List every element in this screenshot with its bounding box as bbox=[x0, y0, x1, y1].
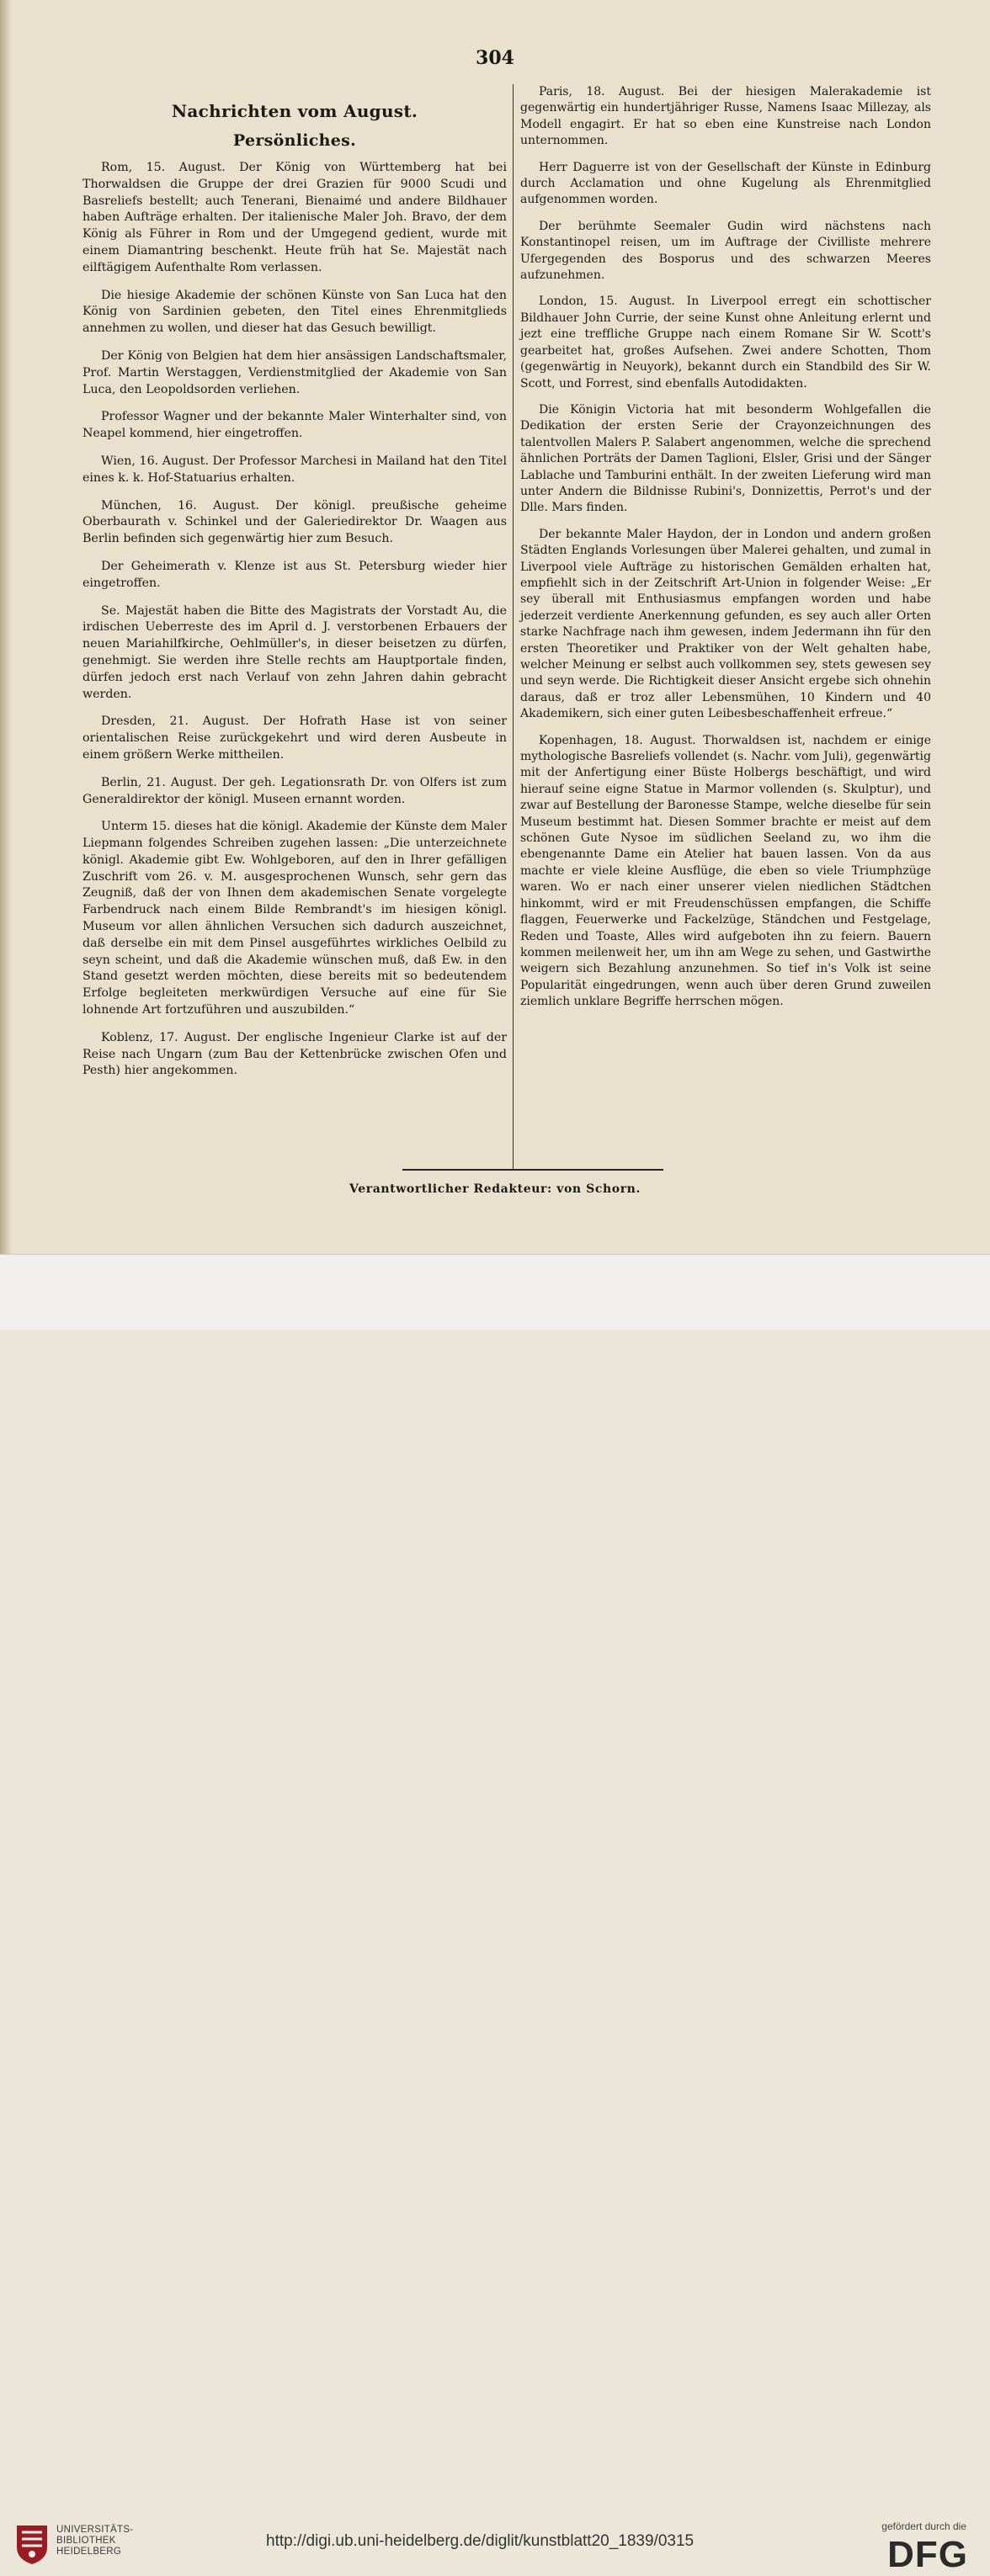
library-line: UNIVERSITÄTS- bbox=[56, 2525, 134, 2535]
right-paragraph: Kopenhagen, 18. August. Thorwaldsen ist, nachdem er einige mythologische Basreliefs vollendet (s. Nachr. vom Juli), gegenwärtig mit der Anfertigung einer Büste Holbergs beschäftigt, und wird hierauf seine eigne Statue in Marmor vollenden (s. Skulptur), und zwar auf Bestellung der Baronesse Stampe, welche dieselbe für sein Museum bestimmt hat. Diesen Sommer brachte er meist auf dem schönen Gute Nysoe im südlichen Seeland zu, wo ihm die ebengenannte Dame ein Atelier hat bauen lassen. Von da aus machte er viele kleine Ausflüge, die eben so viele Triumphzüge waren. Wo er nach einer unserer vielen niedlichen Städtchen hinkommt, wird er mit Freudenschüssen empfangen, die Schiffe flaggen, Feuerwerke und Fackelzüge, Ständchen und Festgelage, Reden und Toaste, Alles wird aufgeboten ihn zu feiern. Bauern kommen meilenweit her, um ihn am Wege zu sehen, und Gastwirthe weigern sich Bezahlung anzunehmen. So tief in's Volk ist seine Popularität eingedrungen, wenn auch über deren Grund zuweilen ziemlich unklare Begriffe herrschen mögen. bbox=[520, 733, 931, 1009]
editor-footer: Verantwortlicher Redakteur: von Schorn. bbox=[349, 1182, 641, 1196]
digitization-bar bbox=[0, 1254, 990, 2575]
left-paragraph: Berlin, 21. August. Der geh. Legationsrath Dr. von Olfers ist zum Generaldirektor der königl. Museen ernannt worden. bbox=[82, 775, 507, 806]
footer-rule bbox=[402, 1169, 663, 1171]
left-paragraph: Koblenz, 17. August. Der englische Ingenieur Clarke ist auf der Reise nach Ungarn (zum Bau der Kettenbrücke zwischen Ofen und Pesth) hier angekommen. bbox=[82, 1030, 507, 1078]
left-paragraph: Die hiesige Akademie der schönen Künste von San Luca hat den König von Sardinien gebeten, den Titel eines Ehrenmitglieds annehmen zu wollen, und dieser hat das Gesuch bewilligt. bbox=[82, 288, 507, 336]
left-paragraph: Unterm 15. dieses hat die königl. Akademie der Künste dem Maler Liepmann folgendes Schreiben zugehen lassen: „Die unterzeichnete königl. Akademie gibt Ew. Wohlgeboren, auf den in Ihrer gefälligen Zuschrift vom 26. v. M. ausgesprochenen Wunsch, sehr gern das Zeugniß, daß der von Ihnen dem akademischen Senate vorgelegte Farbendruck nach einem Bilde Rembrandt's im hiesigen königl. Museum vor allen ähnlichen Versuchen sich dadurch auszeichnet, daß derselbe ein mit dem Pinsel ausgeführtes wirkliches Oelbild zu seyn scheint, und daß die Akademie wünschen muß, daß Ew. in den Stand gesetzt werden möchten, diese bereits mit so bedeutendem Erfolge begleiteten merkwürdigen Versuche auf eine für Sie lohnende Art fortzuführen und auszubilden.“ bbox=[82, 820, 507, 1017]
left-paragraph: Der Geheimerath v. Klenze ist aus St. Petersburg wieder hier eingetroffen. bbox=[82, 559, 507, 590]
right-column bbox=[520, 84, 931, 1021]
left-paragraph: Rom, 15. August. Der König von Württemberg hat bei Thorwaldsen die Gruppe der drei Grazien für 9000 Scudi und Basreliefs bestellt; auch Tenerani, Bienaimé und andere Bildhauer haben Aufträge erhalten. Der italienische Maler Joh. Bravo, der dem König als Führer in Rom und der Umgegend gedient, wurde mit einem Diamantring beschenkt. Heute früh hat Se. Majestät nach eilftägigem Aufenthalte Rom verlassen. bbox=[82, 161, 507, 274]
left-paragraph: Professor Wagner und der bekannte Maler Winterhalter sind, von Neapel kommend, hier eingetroffen. bbox=[82, 410, 507, 441]
library-name bbox=[56, 2525, 133, 2557]
library-line: BIBLIOTHEK bbox=[56, 2536, 116, 2546]
dfg-logo: DFG bbox=[887, 2534, 968, 2575]
right-paragraph: Herr Daguerre ist von der Gesellschaft der Künste in Edinburg durch Acclamation und ohne Kugelung als Ehrenmitglied aufgenommen worden. bbox=[520, 160, 931, 207]
section-heading: Nachrichten vom August. bbox=[171, 101, 418, 121]
section-subheading: Persönliches. bbox=[232, 131, 357, 150]
right-paragraph: Die Königin Victoria hat mit besonderm Wohlgefallen die Dedikation der ersten Serie der Crayonzeichnungen des talentvollen Malers P. Salabert angenommen, welche die sprechend ähnlichen Porträts der Damen Taglioni, Elsler, Grisi und der Sänger Lablache und Tamburini enthält. In der zweiten Lieferung wird man unter Andern die Bildnisse Rubini's, Donnizettis, Perrot's und der Dlle. Mars finden. bbox=[520, 402, 931, 515]
left-paragraph: Der König von Belgien hat dem hier ansässigen Landschaftsmaler, Prof. Martin Werstaggen, Verdienstmitglied der Akademie von San Luca, den Leopoldsorden verliehen. bbox=[82, 348, 507, 396]
scanned-page bbox=[0, 0, 990, 1254]
left-paragraph: München, 16. August. Der königl. preußische geheime Oberbaurath v. Schinkel und der Galeriedirektor Dr. Waagen aus Berlin befinden sich gegenwärtig hier zum Besuch. bbox=[82, 498, 507, 546]
right-paragraph: Der bekannte Maler Haydon, der in London und andern großen Städten Englands Vorlesungen über Malerei gehalten, und zumal in Liverpool viele Aufträge zu historischen Gemälden erhalten hat, empfiehlt sich in der Zeitschrift Art-Union in folgender Weise: „Er sey überall mit Enthusiasmus empfangen worden und habe jederzeit verdiente Anerkennung gefunden, es sey auch aller Orten starke Nachfrage nach ihm gewesen, indem Jedermann ihn für den ersten Theoretiker und Praktiker von der Welt gehalten habe, welcher Meinung er selbst auch vollkommen sey, stets gewesen sey und seyn werde. Die Richtigkeit dieser Ansicht ergebe sich ohnehin daraus, daß er troz aller Lebensmühen, 10 Kindern und 40 Akademikern, sich einer guten Leibesbeschaffenheit erfreue.“ bbox=[520, 527, 931, 721]
library-line: HEIDELBERG bbox=[56, 2547, 122, 2557]
right-paragraph: Der berühmte Seemaler Gudin wird nächstens nach Konstantinopel reisen, um im Auftrage der Civilliste mehrere Ufergegenden des Bosporus und des schwarzen Meeres aufzunehmen. bbox=[520, 219, 931, 283]
sponsor-text: gefördert durch die bbox=[881, 2520, 966, 2532]
column-divider bbox=[513, 84, 514, 1170]
left-paragraph: Dresden, 21. August. Der Hofrath Hase ist von seiner orientalischen Reise zurückgekehrt und wird deren Ausbeute in einem größern Werke mittheilen. bbox=[82, 714, 507, 762]
left-paragraph: Se. Majestät haben die Bitte des Magistrats der Vorstadt Au, die irdischen Ueberreste des im April d. J. verstorbenen Erbauers der neuen Mariahilfkirche, Oehlmüller's, in dieser beisetzen zu dürfen, genehmigt. Sie werden ihre Stelle rechts am Hauptportale finden, dürfen jedoch erst nach Verlauf von zehn Jahren dahin gebracht werden. bbox=[82, 603, 507, 701]
page-number: 304 bbox=[476, 47, 514, 69]
university-seal-icon bbox=[13, 2522, 51, 2566]
right-paragraph: Paris, 18. August. Bei der hiesigen Malerakademie ist gegenwärtig ein hundertjähriger Russe, Namens Isaac Millezay, als Modell engagirt. Er hat so eben eine Kunstreise nach London unternommen. bbox=[520, 85, 931, 148]
source-url-link[interactable]: http://digi.ub.uni-heidelberg.de/diglit/kunstblatt20_1839/0315 bbox=[266, 2532, 695, 2550]
left-column bbox=[82, 84, 507, 1091]
right-paragraph: London, 15. August. In Liverpool erregt ein schottischer Bildhauer John Currie, der seine Kunst ohne Anleitung erlernt und jezt eine treffliche Gruppe nach einem Romane Sir W. Scott's gearbeitet hat, großes Aufsehen. Zwei andere Schotten, Thom (gegenwärtig in Neuyork), bekannt durch ein Standbild des Sir W. Scott, und Forrest, sind ebenfalls Autodidakten. bbox=[520, 295, 931, 390]
left-paragraph: Wien, 16. August. Der Professor Marchesi in Mailand hat den Titel eines k. k. Hof-Statuarius erhalten. bbox=[82, 454, 507, 485]
